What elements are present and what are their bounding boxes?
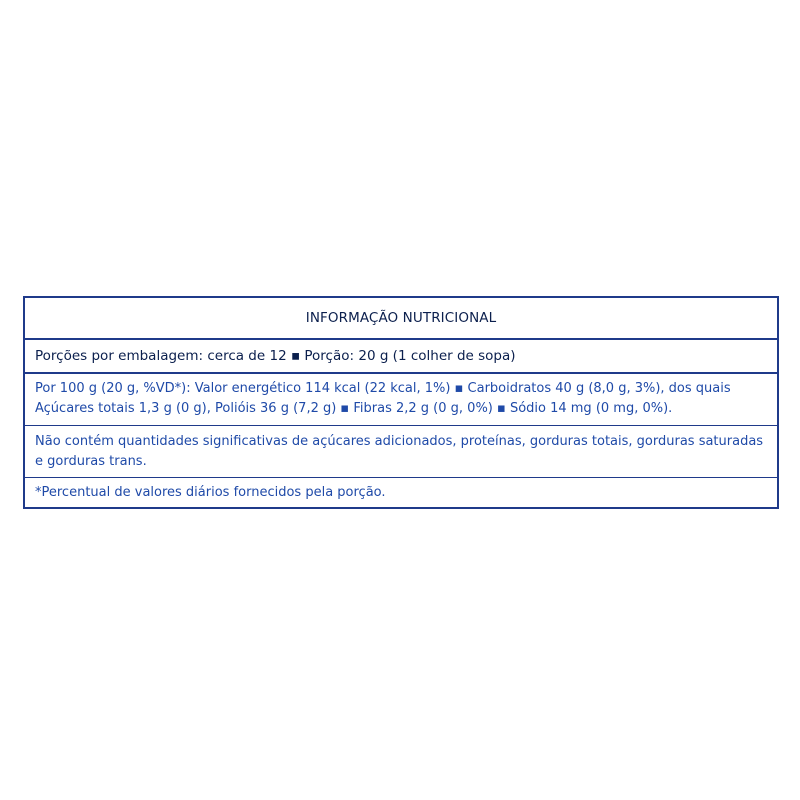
insignificant-amounts-row <box>25 426 777 478</box>
serving-info-text: Porções por embalagem: cerca de 12 ▪ Porção: 20 g (1 colher de sopa) <box>35 348 516 364</box>
nutrition-title: INFORMAÇÃO NUTRICIONAL <box>305 310 497 326</box>
nutrition-facts-table <box>23 296 779 509</box>
footnote-text: *Percentual de valores diários fornecidos pela porção. <box>35 484 386 500</box>
nutrition-title-row <box>25 298 777 340</box>
footnote-row <box>25 478 777 507</box>
nutrient-values-row <box>25 374 777 426</box>
nutrient-values-text: Por 100 g (20 g, %VD*): Valor energético 114 kcal (22 kcal, 1%) ▪ Carboidratos 40 g (8,0 g, 3%), dos quais Açúcares totais 1,3 g (0 g), Polióis 36 g (7,2 g) ▪ Fibras 2,2 g (0 g, 0%) ▪ Sódio 14 mg (0 mg, 0%). <box>35 381 731 416</box>
insignificant-amounts-text: Não contém quantidades significativas de açúcares adicionados, proteínas, gorduras totais, gorduras saturadas e gorduras trans. <box>35 434 764 469</box>
serving-info-row <box>25 340 777 374</box>
